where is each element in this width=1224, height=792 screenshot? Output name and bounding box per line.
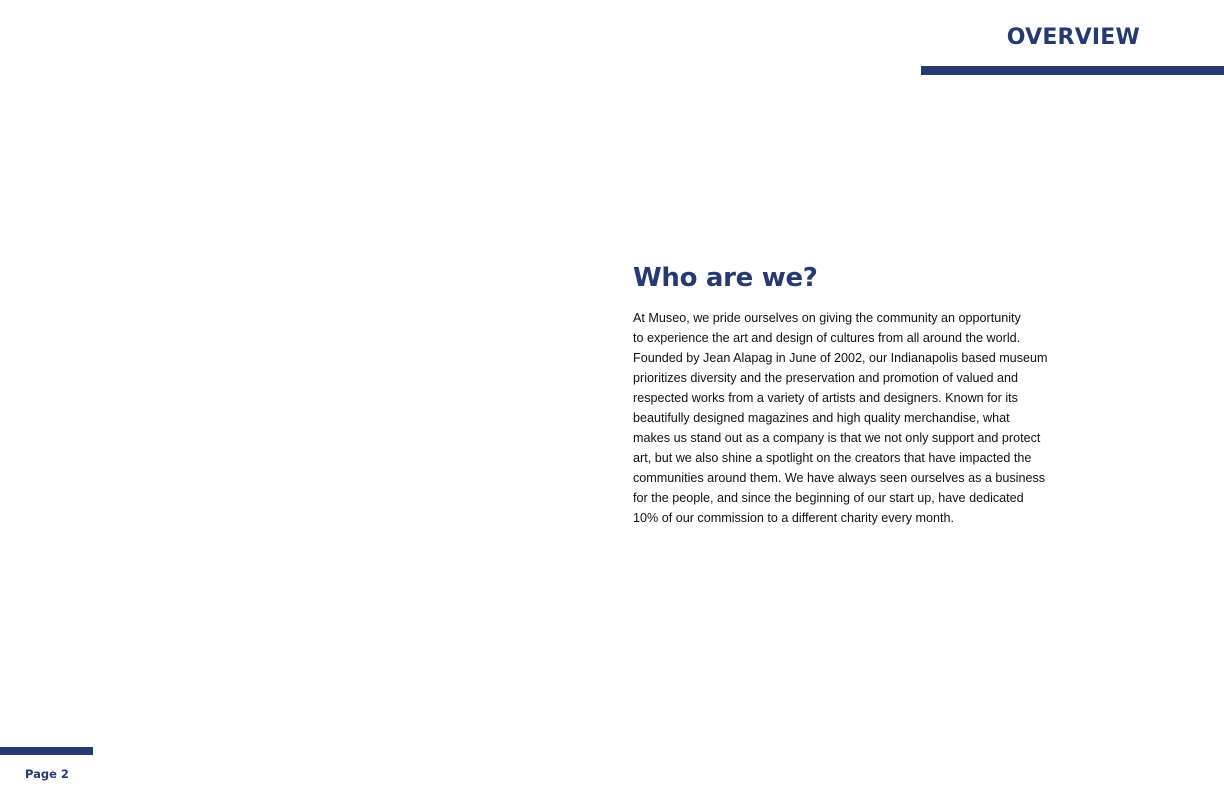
body-line: beautifully designed magazines and high quality merchandise, what bbox=[633, 411, 1010, 425]
body-line: art, but we also shine a spotlight on the creators that have impacted the bbox=[633, 451, 1032, 465]
body-line: makes us stand out as a company is that we not only support and protect bbox=[633, 431, 1041, 445]
body-line: 10% of our commission to a different charity every month. bbox=[633, 511, 955, 525]
section-title: OVERVIEW bbox=[1006, 25, 1140, 50]
body-line: At Museo, we pride ourselves on giving the community an opportunity bbox=[633, 311, 1021, 325]
body-line: for the people, and since the beginning of our start up, have dedicated bbox=[633, 491, 1024, 505]
body-line: Founded by Jean Alapag in June of 2002, our Indianapolis based museum bbox=[633, 351, 1048, 365]
body-paragraph bbox=[633, 308, 1083, 528]
body-line: prioritizes diversity and the preservation and promotion of valued and bbox=[633, 371, 1019, 385]
header-accent-bar bbox=[921, 66, 1224, 75]
body-line: to experience the art and design of cultures from all around the world. bbox=[633, 331, 1021, 345]
footer-accent-bar bbox=[0, 747, 93, 755]
page-number: Page 2 bbox=[25, 767, 69, 781]
body-line: respected works from a variety of artists and designers. Known for its bbox=[633, 391, 1018, 405]
page-heading: Who are we? bbox=[633, 263, 818, 293]
body-line: communities around them. We have always seen ourselves as a business bbox=[633, 471, 1046, 485]
